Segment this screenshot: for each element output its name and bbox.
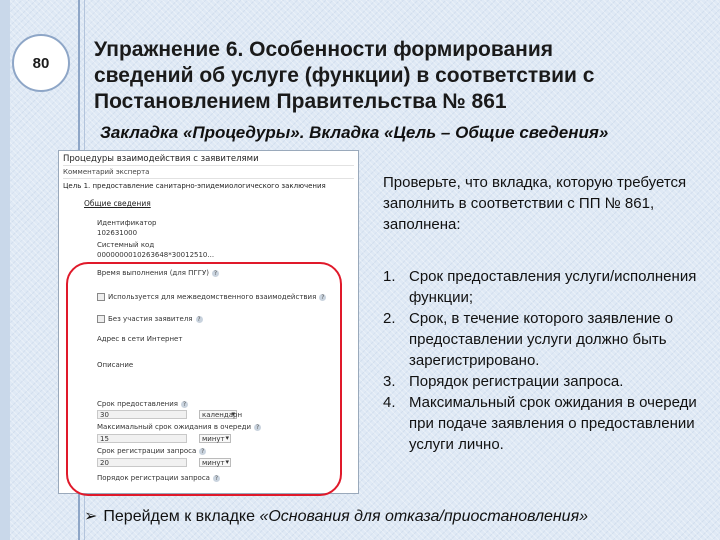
tab-general[interactable]: Общие сведения [84, 199, 151, 208]
slide-number: 80 [32, 54, 50, 72]
field-no-applicant[interactable] [97, 315, 203, 323]
next-tab-name: «Основания для отказа/приостановления» [259, 508, 589, 525]
field-interagency[interactable] [97, 293, 326, 301]
list-text: Срок предоставления услуги/исполнения функции; [409, 268, 697, 306]
expert-comment-link[interactable]: Комментарий эксперта [63, 168, 150, 176]
requirements-list [383, 266, 708, 455]
field-duration-label [97, 269, 219, 277]
field-label: Без участия заявителя [108, 315, 193, 323]
reg-unit-select[interactable]: минут ▾ [199, 458, 231, 467]
help-icon[interactable]: ? [182, 400, 187, 408]
list-number: 3. [383, 373, 396, 390]
reg-input[interactable]: 20 [97, 458, 187, 467]
identifier-label: Идентификатор [97, 219, 157, 227]
slide-title-line: Постановлением Правительства № 861 [94, 90, 507, 113]
field-label: Используется для межведомственного взаимодействия [108, 293, 317, 301]
list-item [383, 392, 708, 455]
term-label-text: Срок предоставления [97, 400, 178, 408]
help-icon[interactable]: ? [213, 269, 218, 277]
list-item [383, 266, 708, 308]
identifier-value: 102631000 [97, 229, 138, 237]
form-screenshot [58, 150, 359, 494]
slide-number-badge [12, 34, 70, 92]
help-icon[interactable]: ? [321, 293, 325, 301]
reg-order-label [97, 474, 220, 482]
list-number: 4. [383, 394, 396, 411]
form-divider [63, 178, 354, 179]
list-number: 2. [383, 310, 396, 327]
term-label [97, 400, 188, 408]
term-unit-select[interactable]: календарн ▾ [199, 410, 237, 419]
next-step-prefix: Перейдем к вкладке [103, 508, 260, 525]
checkbox-icon[interactable] [97, 315, 105, 323]
help-icon[interactable]: ? [197, 315, 201, 323]
field-internet-address: Адрес в сети Интернет [97, 335, 183, 343]
slide-title [94, 37, 694, 115]
list-item [383, 308, 708, 371]
help-icon[interactable]: ? [214, 474, 219, 482]
reg-order-label-text: Порядок регистрации запроса [97, 474, 210, 482]
list-text: Срок, в течение которого заявление о предоставлении услуги должно быть зарегистрировано. [409, 310, 674, 369]
list-number: 1. [383, 268, 396, 285]
form-header: Процедуры взаимодействия с заявителями [63, 154, 259, 164]
slide-subtitle: Закладка «Процедуры». Вкладка «Цель – Общие сведения» [100, 123, 609, 142]
queue-label [97, 423, 261, 431]
term-input[interactable]: 30 [97, 410, 187, 419]
list-text: Порядок регистрации запроса. [409, 373, 624, 390]
queue-label-text: Максимальный срок ожидания в очереди [97, 423, 252, 431]
system-code-value: 0000000010263648*30012510... [97, 251, 215, 259]
goal-title: Цель 1. предоставление санитарно-эпидемиологического заключения [63, 182, 326, 190]
reg-label [97, 447, 206, 455]
arrow-bullet-icon: ➢ [84, 508, 98, 525]
help-icon[interactable]: ? [201, 447, 205, 455]
help-icon[interactable]: ? [255, 423, 260, 431]
slide-left-bar [0, 0, 10, 540]
field-label: Время выполнения (для ПГГУ) [97, 269, 209, 277]
queue-unit-select[interactable]: минут ▾ [199, 434, 231, 443]
list-item [383, 371, 708, 392]
instruction-text: Проверьте, что вкладка, которую требуется заполнить в соответствии с ПП № 861, заполнена: [383, 174, 687, 233]
next-step-note [84, 506, 714, 528]
checkbox-icon[interactable] [97, 293, 105, 301]
slide-title-line: Упражнение 6. Особенности формирования [94, 38, 554, 61]
system-code-label: Системный код [97, 241, 155, 249]
slide-title-line: сведений об услуге (функции) в соответствии с [94, 64, 595, 87]
field-description: Описание [97, 361, 134, 369]
queue-input[interactable]: 15 [97, 434, 187, 443]
form-divider [63, 165, 354, 166]
reg-label-text: Срок регистрации запроса [97, 447, 197, 455]
list-text: Максимальный срок ожидания в очереди при подаче заявления о предоставлении услуги лично. [409, 394, 697, 453]
